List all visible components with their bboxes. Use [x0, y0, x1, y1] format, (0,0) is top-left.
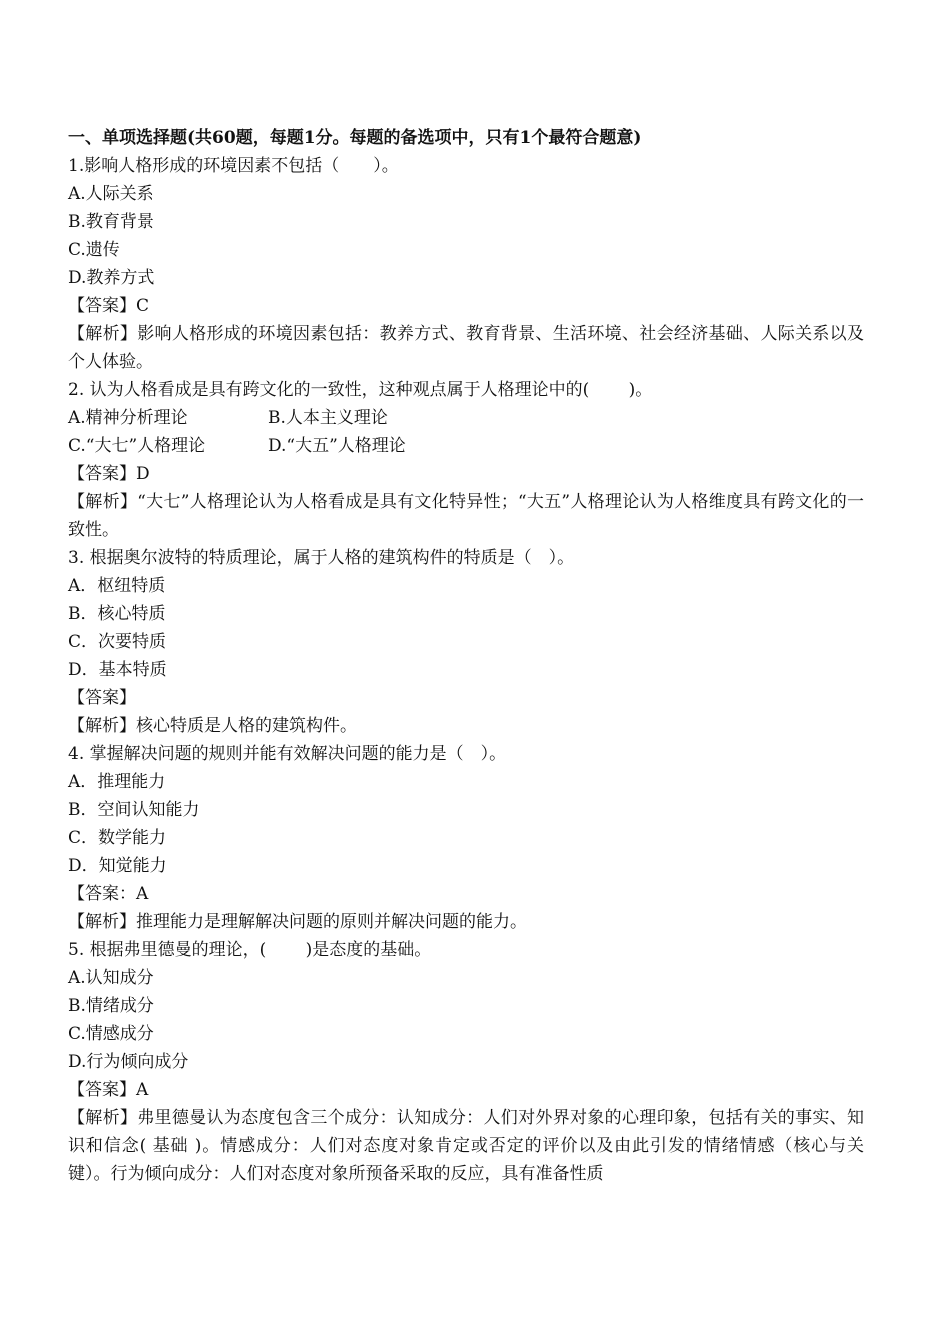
question-stem: 4. 掌握解决问题的规则并能有效解决问题的能力是（ ）。 — [68, 744, 507, 764]
option-a: A.精神分析理论 — [68, 408, 188, 428]
answer: 【答案】 — [68, 688, 136, 708]
option-d: D.行为倾向成分 — [68, 1052, 189, 1072]
document-page — [68, 124, 864, 1188]
analysis: 【解析】弗里德曼认为态度包含三个成分：认知成分：人们对外界对象的心理印象，包括有关的事实、知识和信念( 基础 )。情感成分：人们对态度对象肯定或否定的评价以及由此引发的情绪情感（核心与关键）。行为倾向成分：人们对态度对象所预备采取的反应，具有准备性质 — [68, 1108, 864, 1184]
question-stem: 3. 根据奥尔波特的特质理论，属于人格的建筑构件的特质是（ ）。 — [68, 548, 575, 568]
analysis: 【解析】影响人格形成的环境因素包括：教养方式、教育背景、生活环境、社会经济基础、人际关系以及个人体验。 — [68, 324, 864, 372]
question-2 — [68, 376, 864, 544]
section-title: 一、单项选择题(共60题，每题1分。每题的备选项中，只有1个最符合题意) — [68, 128, 642, 148]
question-stem: 1.影响人格形成的环境因素不包括（ ）。 — [68, 156, 399, 176]
question-5 — [68, 936, 864, 1188]
answer: 【答案】D — [68, 464, 150, 484]
question-3 — [68, 544, 858, 740]
option-b: B.情绪成分 — [68, 996, 154, 1016]
question-1 — [68, 152, 864, 376]
option-a: A．枢纽特质 — [68, 576, 166, 596]
option-a: A.人际关系 — [68, 184, 154, 204]
question-stem: 2. 认为人格看成是具有跨文化的一致性，这种观点属于人格理论中的( )。 — [68, 380, 653, 400]
answer: 【答案：A — [68, 884, 149, 904]
option-row — [68, 432, 858, 460]
answer: 【答案】A — [68, 1080, 149, 1100]
option-c: C.遗传 — [68, 240, 120, 260]
option-c: C.情感成分 — [68, 1024, 154, 1044]
option-d: D．基本特质 — [68, 660, 167, 680]
analysis: 【解析】“大七”人格理论认为人格看成是具有文化特异性；“大五”人格理论认为人格维度具有跨文化的一致性。 — [68, 492, 864, 540]
option-d: D．知觉能力 — [68, 856, 167, 876]
option-c: C．次要特质 — [68, 632, 167, 652]
option-row — [68, 404, 858, 432]
option-b: B.教育背景 — [68, 212, 154, 232]
option-a: A．推理能力 — [68, 772, 166, 792]
option-d: D.“大五”人格理论 — [268, 436, 406, 456]
option-b: B．核心特质 — [68, 604, 166, 624]
option-a: A.认知成分 — [68, 968, 154, 988]
option-c: C.“大七”人格理论 — [68, 436, 206, 456]
option-b: B．空间认知能力 — [68, 800, 200, 820]
analysis: 【解析】推理能力是理解解决问题的原则并解决问题的能力。 — [68, 912, 527, 932]
question-4 — [68, 740, 858, 936]
analysis: 【解析】核心特质是人格的建筑构件。 — [68, 716, 357, 736]
question-stem: 5. 根据弗里德曼的理论，( )是态度的基础。 — [68, 940, 432, 960]
option-c: C．数学能力 — [68, 828, 167, 848]
answer: 【答案】C — [68, 296, 150, 316]
option-b: B.人本主义理论 — [268, 408, 388, 428]
option-d: D.教养方式 — [68, 268, 155, 288]
